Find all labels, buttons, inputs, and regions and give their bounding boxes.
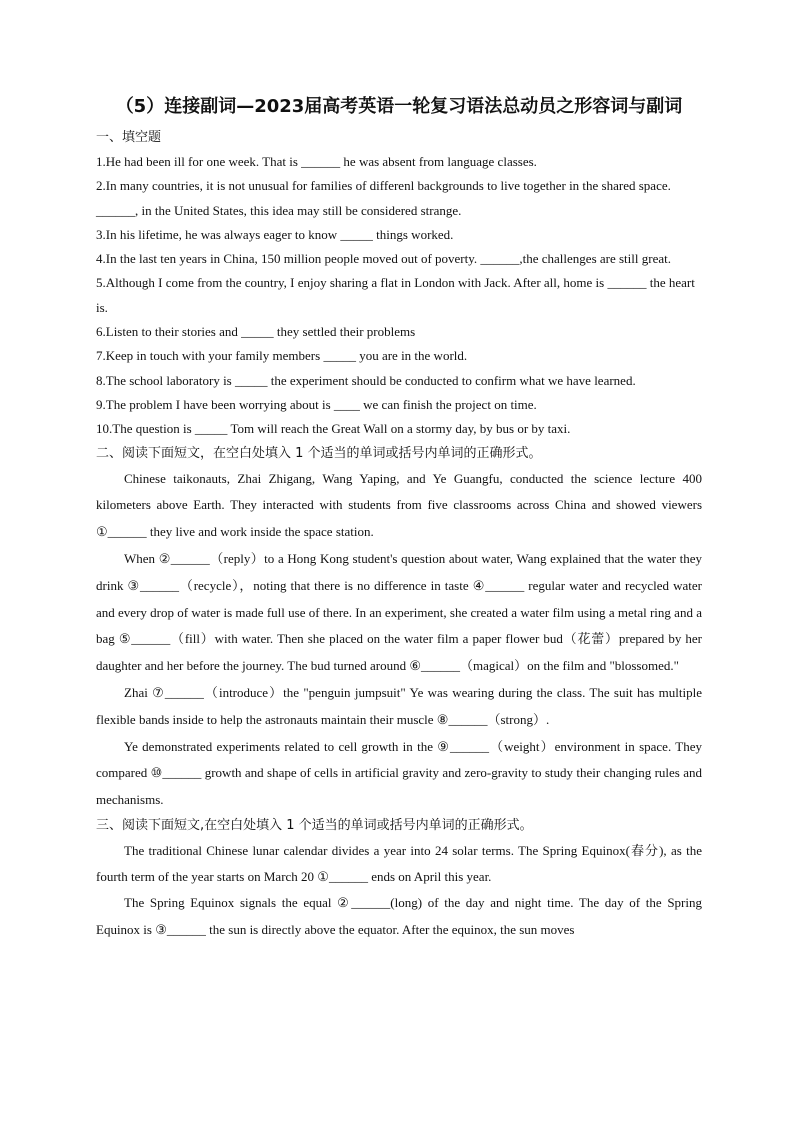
question-item: 7.Keep in touch with your family members _____ you are in the world. [96,348,468,364]
section-heading: 三、阅读下面短文,在空白处填入 1 个适当的单词或括号内单词的正确形式。 [96,817,533,833]
question-item: 5.Although I come from the country, I enjoy sharing a flat in London with Jack. After all, home is ______ the heart is. [96,275,695,315]
question-item: 2.In many countries, it is not unusual for families of differenl backgrounds to live together in the shared space. ______, in the United States, this idea may still be considered strange. [96,178,671,218]
question-item: 1.He had been ill for one week. That is ______ he was absent from language classes. [96,154,537,169]
section-reading-passage-1 [96,442,702,814]
passage-paragraph: Zhai ⑦______（introduce）the "penguin jumpsuit" Ye was wearing during the class. The suit has multiple flexible bands inside to help the astronauts maintain their muscle ⑧______（strong）. [96,684,702,727]
question-item: 10.The question is _____ Tom will reach the Great Wall on a stormy day, by bus or by taxi. [96,421,571,437]
question-item: 9.The problem I have been worrying about is ____ we can finish the project on time. [96,396,537,412]
section-fill-in-blanks [96,126,702,442]
section-reading-passage-2 [96,814,702,943]
question-item: 8.The school laboratory is _____ the experiment should be conducted to confirm what we have learned. [96,372,636,388]
passage-paragraph: The traditional Chinese lunar calendar divides a year into 24 solar terms. The Spring Equinox(春分), as the fourth term of the year starts on March 20 ①______ ends on April this year. [96,842,702,885]
section-heading: 一、填空题 [96,130,162,145]
passage-paragraph: When ②______（reply）to a Hong Kong student's question about water, Wang explained that the water they drink ③______（recycle），noting that there is no difference in taste ④______ regular water and recycled water and every drop of water is made full use of there. In an experiment, she created a water film using a metal ring and a bag ⑤______（fill）with water. Then she placed on the water film a paper flower bud（花蕾）prepared by her daughter and her before the journey. The bud turned around ⑥______（magical）on the film and "blossomed." [96,550,702,674]
question-item: 4.In the last ten years in China, 150 million people moved out of poverty. ______,the challenges are still great. [96,251,671,267]
passage-paragraph: The Spring Equinox signals the equal ②______(long) of the day and night time. The day of the Spring Equinox is ③______ the sun is directly above the equator. After the equinox, the sun moves [96,895,702,937]
passage-paragraph: Ye demonstrated experiments related to cell growth in the ⑨______（weight）environment in space. They compared ⑩______ growth and shape of cells in artificial gravity and zero-gravity to study their changing rules and mechanisms. [96,738,702,808]
document-title: （5）连接副词—2023届高考英语一轮复习语法总动员之形容词与副词 [115,96,683,117]
passage-paragraph: Chinese taikonauts, Zhai Zhigang, Wang Yaping, and Ye Guangfu, conducted the science lecture 400 kilometers above Earth. They interacted with students from five classrooms across China and showed viewers ①______ they live and work inside the space station. [96,470,702,540]
question-item: 3.In his lifetime, he was always eager to know _____ things worked. [96,226,454,242]
question-item: 6.Listen to their stories and _____ they settled their problems [96,324,416,340]
section-heading: 二、阅读下面短文，在空白处填入 1 个适当的单词或括号内单词的正确形式。 [96,445,542,461]
